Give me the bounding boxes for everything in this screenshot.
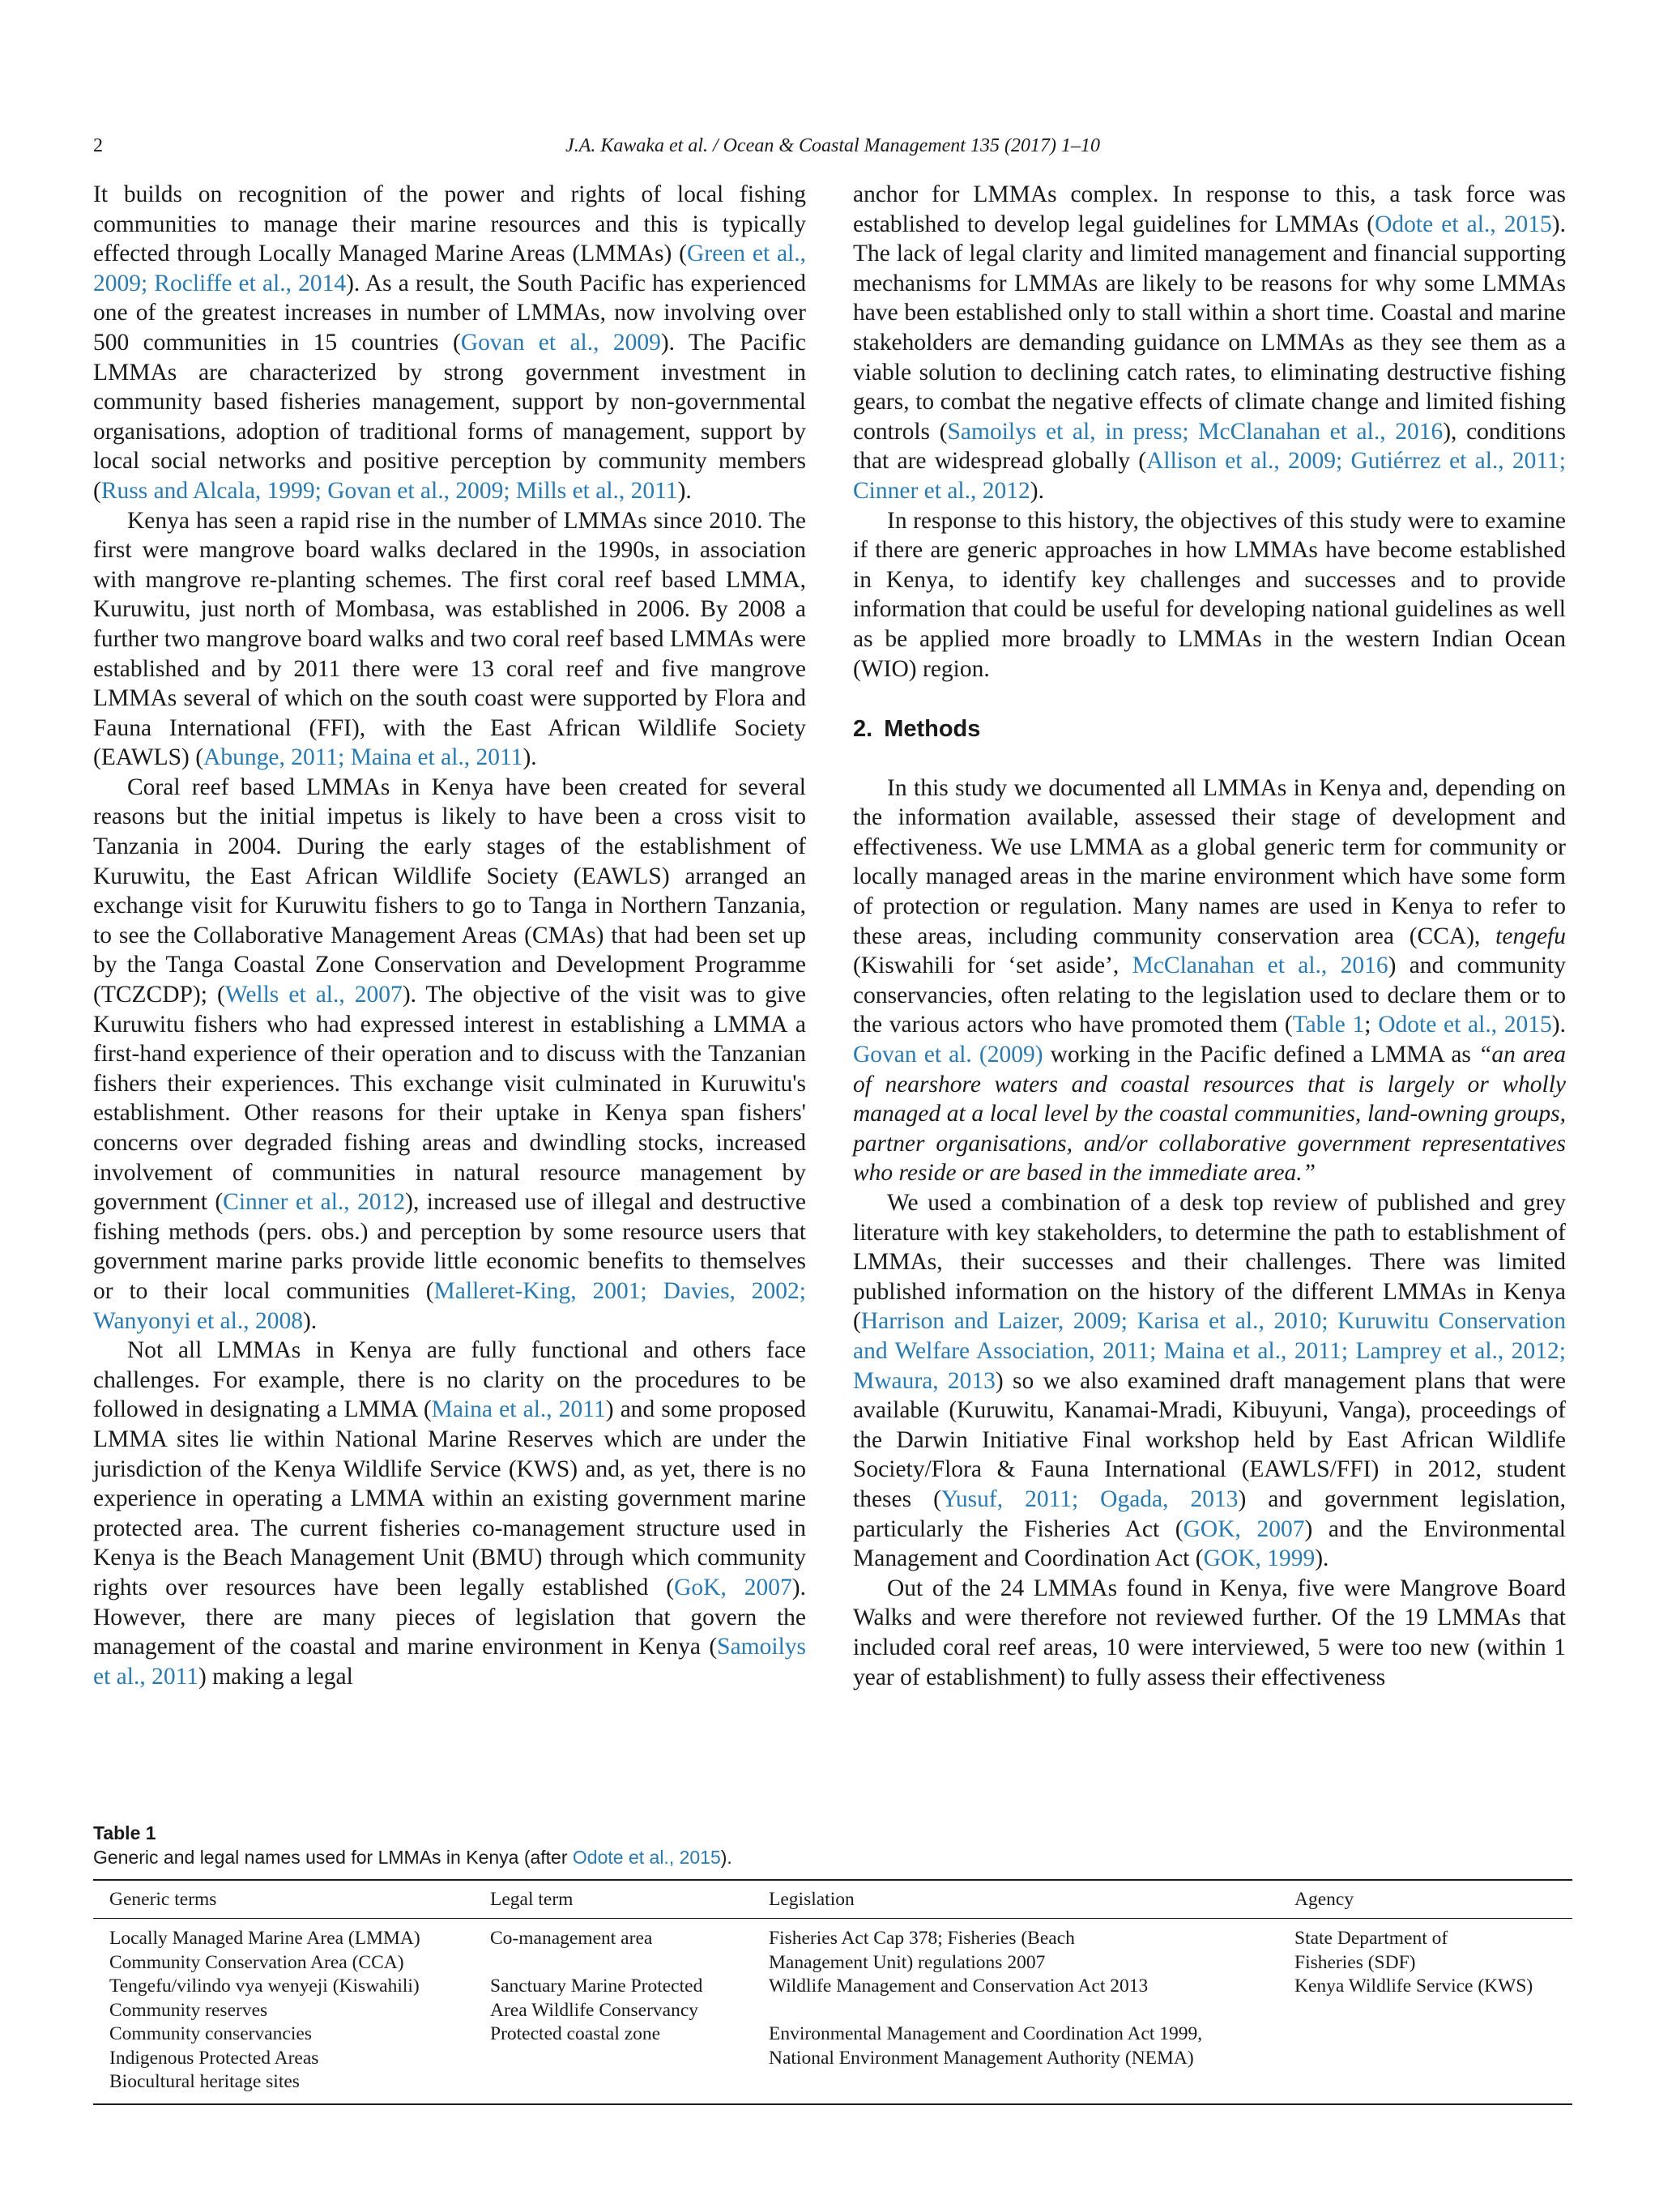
right-column (853, 180, 1566, 1692)
citation-link[interactable]: Russ and Alcala, 1999; Govan et al., 2009; Mills et al., 2011 (100, 477, 678, 504)
table-cell-line: Kenya Wildlife Service (KWS) (1294, 1975, 1533, 1997)
table-cell-line: Area Wildlife Conservancy (490, 1999, 699, 2021)
paragraph: In response to this history, the objectives of this study were to examine if there are generic approaches in how LMMAs have become established in Kenya, to identify key challenges and successes and to provide information that could be useful for developing national guidelines as well as be applied more broadly to LMMAs in the western Indian Ocean (WIO) region. (853, 507, 1566, 682)
citation-link[interactable]: Maina et al., 2011 (431, 1396, 606, 1423)
table-cell-line: Tengefu/vilindo vya wenyeji (Kiswahili) (109, 1975, 420, 1997)
paragraph: We used a combination of a desk top review of published and grey literature with key stakeholders, to determine the path to establishment of LMMAs, their successes and their challenges. There was limited published information on the history of the different LMMAs in Kenya (Harrison and Laizer, 2009; Karisa et al., 2010; Kuruwitu Conservation and Welfare Association, 2011; Maina et al., 2011; Lamprey et al., 2012; Mwaura, 2013) so we also examined draft management plans that were available (Kuruwitu, Kanamai-Mradi, Kibuyuni, Vanga), proceedings of the Darwin Initiative Final workshop held by East African Wildlife Society/Flora & Fauna International (EAWLS/FFI) in 2012, student theses (Yusuf, 2011; Ogada, 2013) and government legislation, particularly the Fisheries Act (GOK, 2007) and the Environmental Management and Coordination Act (GOK, 1999). (853, 1190, 1566, 1572)
table-cell-line: Fisheries (SDF) (1294, 1951, 1416, 1973)
legal-term-cell (490, 1927, 749, 2047)
left-column (93, 180, 806, 1691)
paragraph: Coral reef based LMMAs in Kenya have been created for several reasons but the initial impetus is likely to have been a cross visit to Tanzania in 2004. During the early stages of the establishment of Kuruwitu, the East African Wildlife Society (EAWLS) arranged an exchange visit for Kuruwitu fishers to go to Tanga in Northern Tanzania, to see the Collaborative Management Areas (CMAs) that had been set up by the Tanga Coastal Zone Conservation and Development Programme (TCZCDP); (Wells et al., 2007). The objective of the visit was to give Kuruwitu fishers who had expressed interest in establishing a LMMA a first-hand experience of their operation and to discuss with the Tanzanian fishers their experiences. This exchange visit culminated in Kuruwitu's establishment. Other reasons for their uptake in Kenya span fishers' concerns over degraded fishing areas and dwindling stocks, increased involvement of communities in natural resource management by government (Cinner et al., 2012), increased use of illegal and destructive fishing methods (pers. obs.) and perception by some resource users that government marine parks provide little economic benefits to themselves or to their local communities (Malleret-King, 2001; Davies, 2002; Wanyonyi et al., 2008). (93, 774, 806, 1334)
table-cell-line: Wildlife Management and Conservation Act 2013 (769, 1975, 1149, 1997)
paragraph: Out of the 24 LMMAs found in Kenya, five were Mangrove Board Walks and were therefore not reviewed further. Of the 19 LMMAs that included coral reef areas, 10 were interviewed, 5 were too new (within 1 year of establishment) to fully assess their effectiveness (853, 1575, 1566, 1690)
table-cell-line: Management Unit) regulations 2007 (769, 1951, 1046, 1973)
paragraph: It builds on recognition of the power and rights of local fishing communities to manage their marine resources and this is typically effected through Locally Managed Marine Areas (LMMAs) (Green et al., 2009; Rocliffe et al., 2014). As a result, the South Pacific has experienced one of the greatest increases in number of LMMAs, now involving over 500 communities in 15 countries (Govan et al., 2009). The Pacific LMMAs are characterized by strong government investment in community based fisheries management, support by non-governmental organisations, adoption of traditional forms of management, support by local social networks and positive perception by community members (Russ and Alcala, 1999; Govan et al., 2009; Mills et al., 2011). (93, 181, 806, 504)
table-cell-line: Fisheries Act Cap 378; Fisheries (Beach (769, 1928, 1075, 1949)
section-title: Methods (884, 716, 981, 743)
table-cell-line: Community reserves (109, 1999, 268, 2021)
citation-link[interactable]: Malleret-King, 2001; Davies, 2002; Wanyonyi et al., 2008 (93, 1277, 806, 1334)
citation-link[interactable]: Odote et al., 2015 (1378, 1012, 1552, 1038)
table-cell-line: Community conservancies (109, 2023, 312, 2044)
paragraph: Kenya has seen a rapid rise in the number of LMMAs since 2010. The first were mangrove board walks declared in the 1990s, in association with mangrove re-planting schemes. The first coral reef based LMMA, Kuruwitu, just north of Mombasa, was established in 2006. By 2008 a further two mangrove board walks and two coral reef based LMMAs were established and by 2011 there were 13 coral reef and five mangrove LMMAs several of which on the south coast were supported by Flora and Fauna International (FFI), with the East African Wildlife Society (EAWLS) (Abunge, 2011; Maina et al., 2011). (93, 507, 806, 771)
table-cell-line: Indigenous Protected Areas (109, 2047, 319, 2069)
citation-link[interactable]: Odote et al., 2015 (572, 1847, 721, 1868)
page-header (93, 130, 1572, 162)
citation-link[interactable]: Odote et al., 2015 (1375, 211, 1552, 237)
citation-link[interactable]: Yusuf, 2011; Ogada, 2013 (940, 1485, 1239, 1512)
table-cell-line: Protected coastal zone (490, 2023, 661, 2044)
citation-link[interactable]: Govan et al. (2009) (853, 1042, 1043, 1068)
table-caption: Generic and legal names used for LMMAs in Kenya (after Odote et al., 2015). (93, 1847, 732, 1868)
citation-link[interactable]: Govan et al., 2009 (460, 329, 661, 356)
column-header: Agency (1294, 1889, 1354, 1910)
citation-link[interactable]: Abunge, 2011; Maina et al., 2011 (203, 744, 523, 771)
legislation-cell (769, 1927, 1271, 2070)
column-header: Legislation (769, 1889, 855, 1910)
table-cell-line: Locally Managed Marine Area (LMMA) (109, 1928, 420, 1949)
table-1 (93, 1821, 1572, 2105)
table-cell-line: Co-management area (490, 1928, 653, 1949)
citation-link[interactable]: Allison et al., 2009; Gutiérrez et al., 2011; Cinner et al., 2012 (853, 448, 1567, 504)
agency-cell (1294, 1927, 1562, 1999)
paragraph: Not all LMMAs in Kenya are fully functional and others face challenges. For example, there is no clarity on the procedures to be followed in designating a LMMA (Maina et al., 2011) and some proposed LMMA sites lie within National Marine Reserves which are under the jurisdiction of the Kenya Wildlife Service (KWS) and, as yet, there is no experience in operating a LMMA within an existing government marine protected area. The current fisheries co-management structure used in Kenya is the Beach Management Unit (BMU) through which community rights over resources have been legally established (GoK, 2007). However, there are many pieces of legislation that govern the management of the coastal and marine environment in Kenya (Samoilys et al., 2011) making a legal (93, 1337, 807, 1690)
paragraph: In this study we documented all LMMAs in Kenya and, depending on the information available, assessed their stage of development and effectiveness. We use LMMA as a global generic term for community or locally managed areas in the marine environment which have some form of protection or regulation. Many names are used in Kenya to refer to these areas, including community conservation area (CCA), tengefu (Kiswahili for ‘set aside’, McClanahan et al., 2016) and community conservancies, often relating to the legislation used to declare them or to the various actors who have promoted them (Table 1; Odote et al., 2015). Govan et al. (2009) working in the Pacific defined a LMMA as “an area of nearshore waters and coastal resources that is largely or wholly managed at a local level by the coastal communities, land-owning groups, partner organisations, and/or collaborative government representatives who reside or are based in the immediate area.” (853, 774, 1567, 1187)
citation-link[interactable]: Samoilys et al, in press; McClanahan et al., 2016 (947, 418, 1444, 445)
citation-link[interactable]: McClanahan et al., 2016 (1132, 953, 1388, 979)
table-link[interactable]: Table 1 (1292, 1012, 1365, 1038)
generic-terms-cell (109, 1927, 466, 2095)
table-cell-line: Environmental Management and Coordination Act 1999, (769, 2023, 1203, 2044)
column-header: Generic terms (109, 1889, 217, 1910)
citation-link[interactable]: Samoilys et al., 2011 (93, 1634, 806, 1690)
citation-link[interactable]: GOK, 2007 (1183, 1515, 1305, 1542)
page-number: 2 (93, 135, 103, 156)
citation-link[interactable]: Cinner et al., 2012 (223, 1189, 406, 1216)
column-header: Legal term (490, 1889, 574, 1910)
running-head: J.A. Kawaka et al. / Ocean & Coastal Management 135 (2017) 1–10 (565, 135, 1100, 156)
section-heading (853, 714, 1566, 744)
table-body (93, 1919, 1572, 2103)
table-cell-line: Biocultural heritage sites (109, 2071, 300, 2092)
paragraph: anchor for LMMAs complex. In response to this, a task force was established to develop legal guidelines for LMMAs (Odote et al., 2015). The lack of legal clarity and limited management and financial supporting mechanisms for LMMAs are likely to be reasons for why some LMMAs have been established only to stall within a short time. Coastal and marine stakeholders are demanding guidance on LMMAs as they see them as a viable solution to declining catch rates, to eliminating destructive fishing gears, to combat the negative effects of climate change and limited fishing controls (Samoilys et al, in press; McClanahan et al., 2016), conditions that are widespread globally (Allison et al., 2009; Gutiérrez et al., 2011; Cinner et al., 2012). (853, 181, 1567, 504)
table (93, 1879, 1572, 2105)
citation-link[interactable]: Harrison and Laizer, 2009; Karisa et al., 2010; Kuruwitu Conservation and Welfare Association, 2011; Maina et al., 2011; Lamprey et al., 2012; Mwaura, 2013 (853, 1308, 1566, 1394)
table-cell-line: State Department of (1294, 1928, 1448, 1949)
section-number: 2. (853, 716, 873, 743)
table-header-row (93, 1881, 1572, 1919)
table-cell-line: Sanctuary Marine Protected (490, 1975, 703, 1997)
table-cell-line: Community Conservation Area (CCA) (109, 1951, 404, 1973)
citation-link[interactable]: GoK, 2007 (674, 1574, 792, 1600)
citation-link[interactable]: Green et al., 2009; Rocliffe et al., 2014 (93, 241, 806, 296)
citation-link[interactable]: GOK, 1999 (1203, 1545, 1316, 1572)
citation-link[interactable]: Wells et al., 2007 (224, 982, 403, 1008)
table-cell-line: National Environment Management Authority (NEMA) (769, 2047, 1194, 2069)
table-label: Table 1 (93, 1822, 156, 1843)
